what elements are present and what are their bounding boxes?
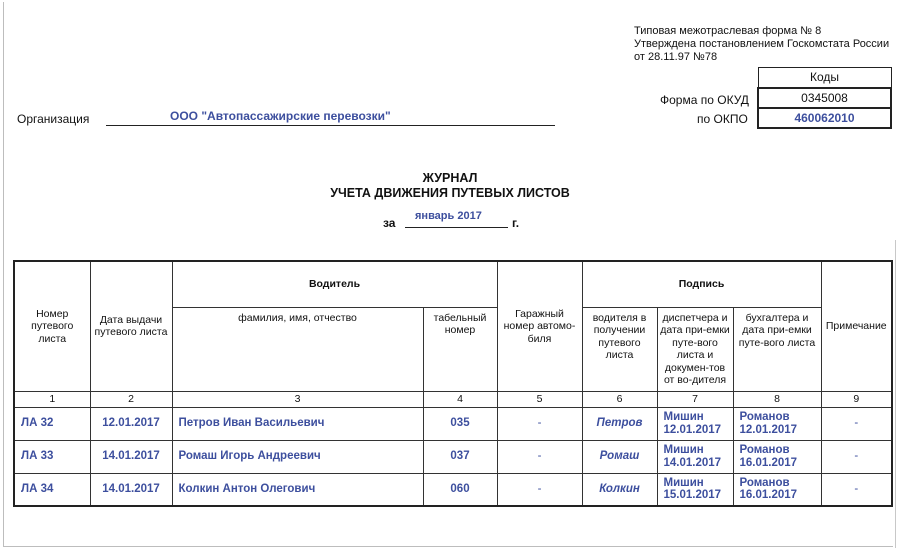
column-number: 1	[14, 391, 90, 407]
note-cell: -	[821, 407, 892, 440]
organization-underline	[106, 125, 555, 126]
okpo-value: 460062010	[758, 108, 891, 128]
form-header-line1: Типовая межотраслевая форма № 8	[634, 25, 822, 37]
waybill-journal-table	[13, 260, 893, 507]
accountant-date: 12.01.2017	[739, 423, 798, 436]
waybill-number-cell: ЛА 34	[14, 473, 90, 506]
okud-value: 0345008	[758, 88, 891, 108]
column-number: 3	[172, 391, 423, 407]
column-number: 4	[423, 391, 497, 407]
accountant-signature-cell	[733, 407, 821, 440]
driver-signature-cell: Петров	[582, 407, 657, 440]
driver-tab-cell: 037	[423, 440, 497, 473]
page-frame-right-edge	[895, 240, 896, 548]
codes-table	[757, 67, 892, 129]
column-number-row	[14, 391, 892, 407]
header-issue-date: Дата выдачи путевого листа	[90, 261, 172, 391]
journal-title: ЖУРНАЛ	[422, 171, 478, 185]
accountant-signature-cell	[733, 440, 821, 473]
driver-name-cell: Ромаш Игорь Андреевич	[172, 440, 423, 473]
dispatcher-signature-cell	[657, 440, 733, 473]
driver-tab-cell: 060	[423, 473, 497, 506]
journal-subtitle: УЧЕТА ДВИЖЕНИЯ ПУТЕВЫХ ЛИСТОВ	[330, 186, 570, 200]
header-driver: Водитель	[172, 261, 497, 307]
dispatcher-date: 15.01.2017	[663, 489, 722, 502]
codes-heading: Коды	[758, 68, 891, 88]
driver-signature-cell: Колкин	[582, 473, 657, 506]
okpo-label: по ОКПО	[697, 112, 748, 126]
note-cell: -	[821, 440, 892, 473]
column-number: 8	[733, 391, 821, 407]
header-sig-driver: водителя в получении путевого листа	[582, 307, 657, 391]
note-cell: -	[821, 473, 892, 506]
garage-number-cell: -	[497, 440, 582, 473]
issue-date-cell: 14.01.2017	[90, 440, 172, 473]
driver-signature-cell: Ромаш	[582, 440, 657, 473]
organization-label: Организация	[17, 112, 90, 126]
accountant-name: Романов	[739, 444, 790, 456]
accountant-name: Романов	[739, 411, 790, 423]
garage-number-cell: -	[497, 407, 582, 440]
column-number: 7	[657, 391, 733, 407]
dispatcher-signature-cell	[657, 407, 733, 440]
organization-value: ООО "Автопассажирские перевозки"	[170, 109, 391, 123]
waybill-number-cell: ЛА 32	[14, 407, 90, 440]
period-prefix: за	[383, 216, 396, 230]
header-waybill-number: Номер путевого листа	[14, 261, 90, 391]
header-driver-tab: табельный номер	[423, 307, 497, 391]
column-number: 5	[497, 391, 582, 407]
period-suffix: г.	[512, 216, 520, 230]
period-value: январь 2017	[415, 210, 482, 222]
driver-name-cell: Колкин Антон Олегович	[172, 473, 423, 506]
okud-label: Форма по ОКУД	[660, 93, 749, 107]
dispatcher-date: 12.01.2017	[663, 423, 722, 436]
accountant-date: 16.01.2017	[739, 489, 798, 502]
dispatcher-name: Мишин	[663, 444, 704, 456]
header-note: Примечание	[821, 261, 892, 391]
waybill-number-cell: ЛА 33	[14, 440, 90, 473]
column-number: 9	[821, 391, 892, 407]
dispatcher-name: Мишин	[663, 476, 704, 489]
issue-date-cell: 14.01.2017	[90, 473, 172, 506]
dispatcher-date: 14.01.2017	[663, 456, 722, 469]
dispatcher-name: Мишин	[663, 411, 704, 423]
header-sig-accountant: бухгалтера и дата при-емки путе-вого листа	[733, 307, 821, 391]
issue-date-cell: 12.01.2017	[90, 407, 172, 440]
header-sig-dispatcher: диспетчера и дата при-емки путе-вого листа и докумен-тов от во-дителя	[657, 307, 733, 391]
accountant-name: Романов	[739, 476, 790, 489]
column-number: 2	[90, 391, 172, 407]
header-garage-number: Гаражный номер автомо-биля	[497, 261, 582, 391]
table-row	[14, 440, 892, 473]
driver-name-cell: Петров Иван Васильевич	[172, 407, 423, 440]
accountant-signature-cell	[733, 473, 821, 506]
driver-tab-cell: 035	[423, 407, 497, 440]
table-row	[14, 473, 892, 506]
form-header-line3: от 28.11.97 №78	[634, 51, 718, 63]
form-header-line2: Утверждена постановлением Госкомстата России	[634, 38, 890, 50]
form-header	[634, 25, 889, 64]
header-driver-name: фамилия, имя, отчество	[172, 307, 423, 391]
accountant-date: 16.01.2017	[739, 456, 798, 469]
table-row	[14, 407, 892, 440]
column-number: 6	[582, 391, 657, 407]
period-underline	[405, 227, 508, 228]
header-signature: Подпись	[582, 261, 821, 307]
dispatcher-signature-cell	[657, 473, 733, 506]
garage-number-cell: -	[497, 473, 582, 506]
